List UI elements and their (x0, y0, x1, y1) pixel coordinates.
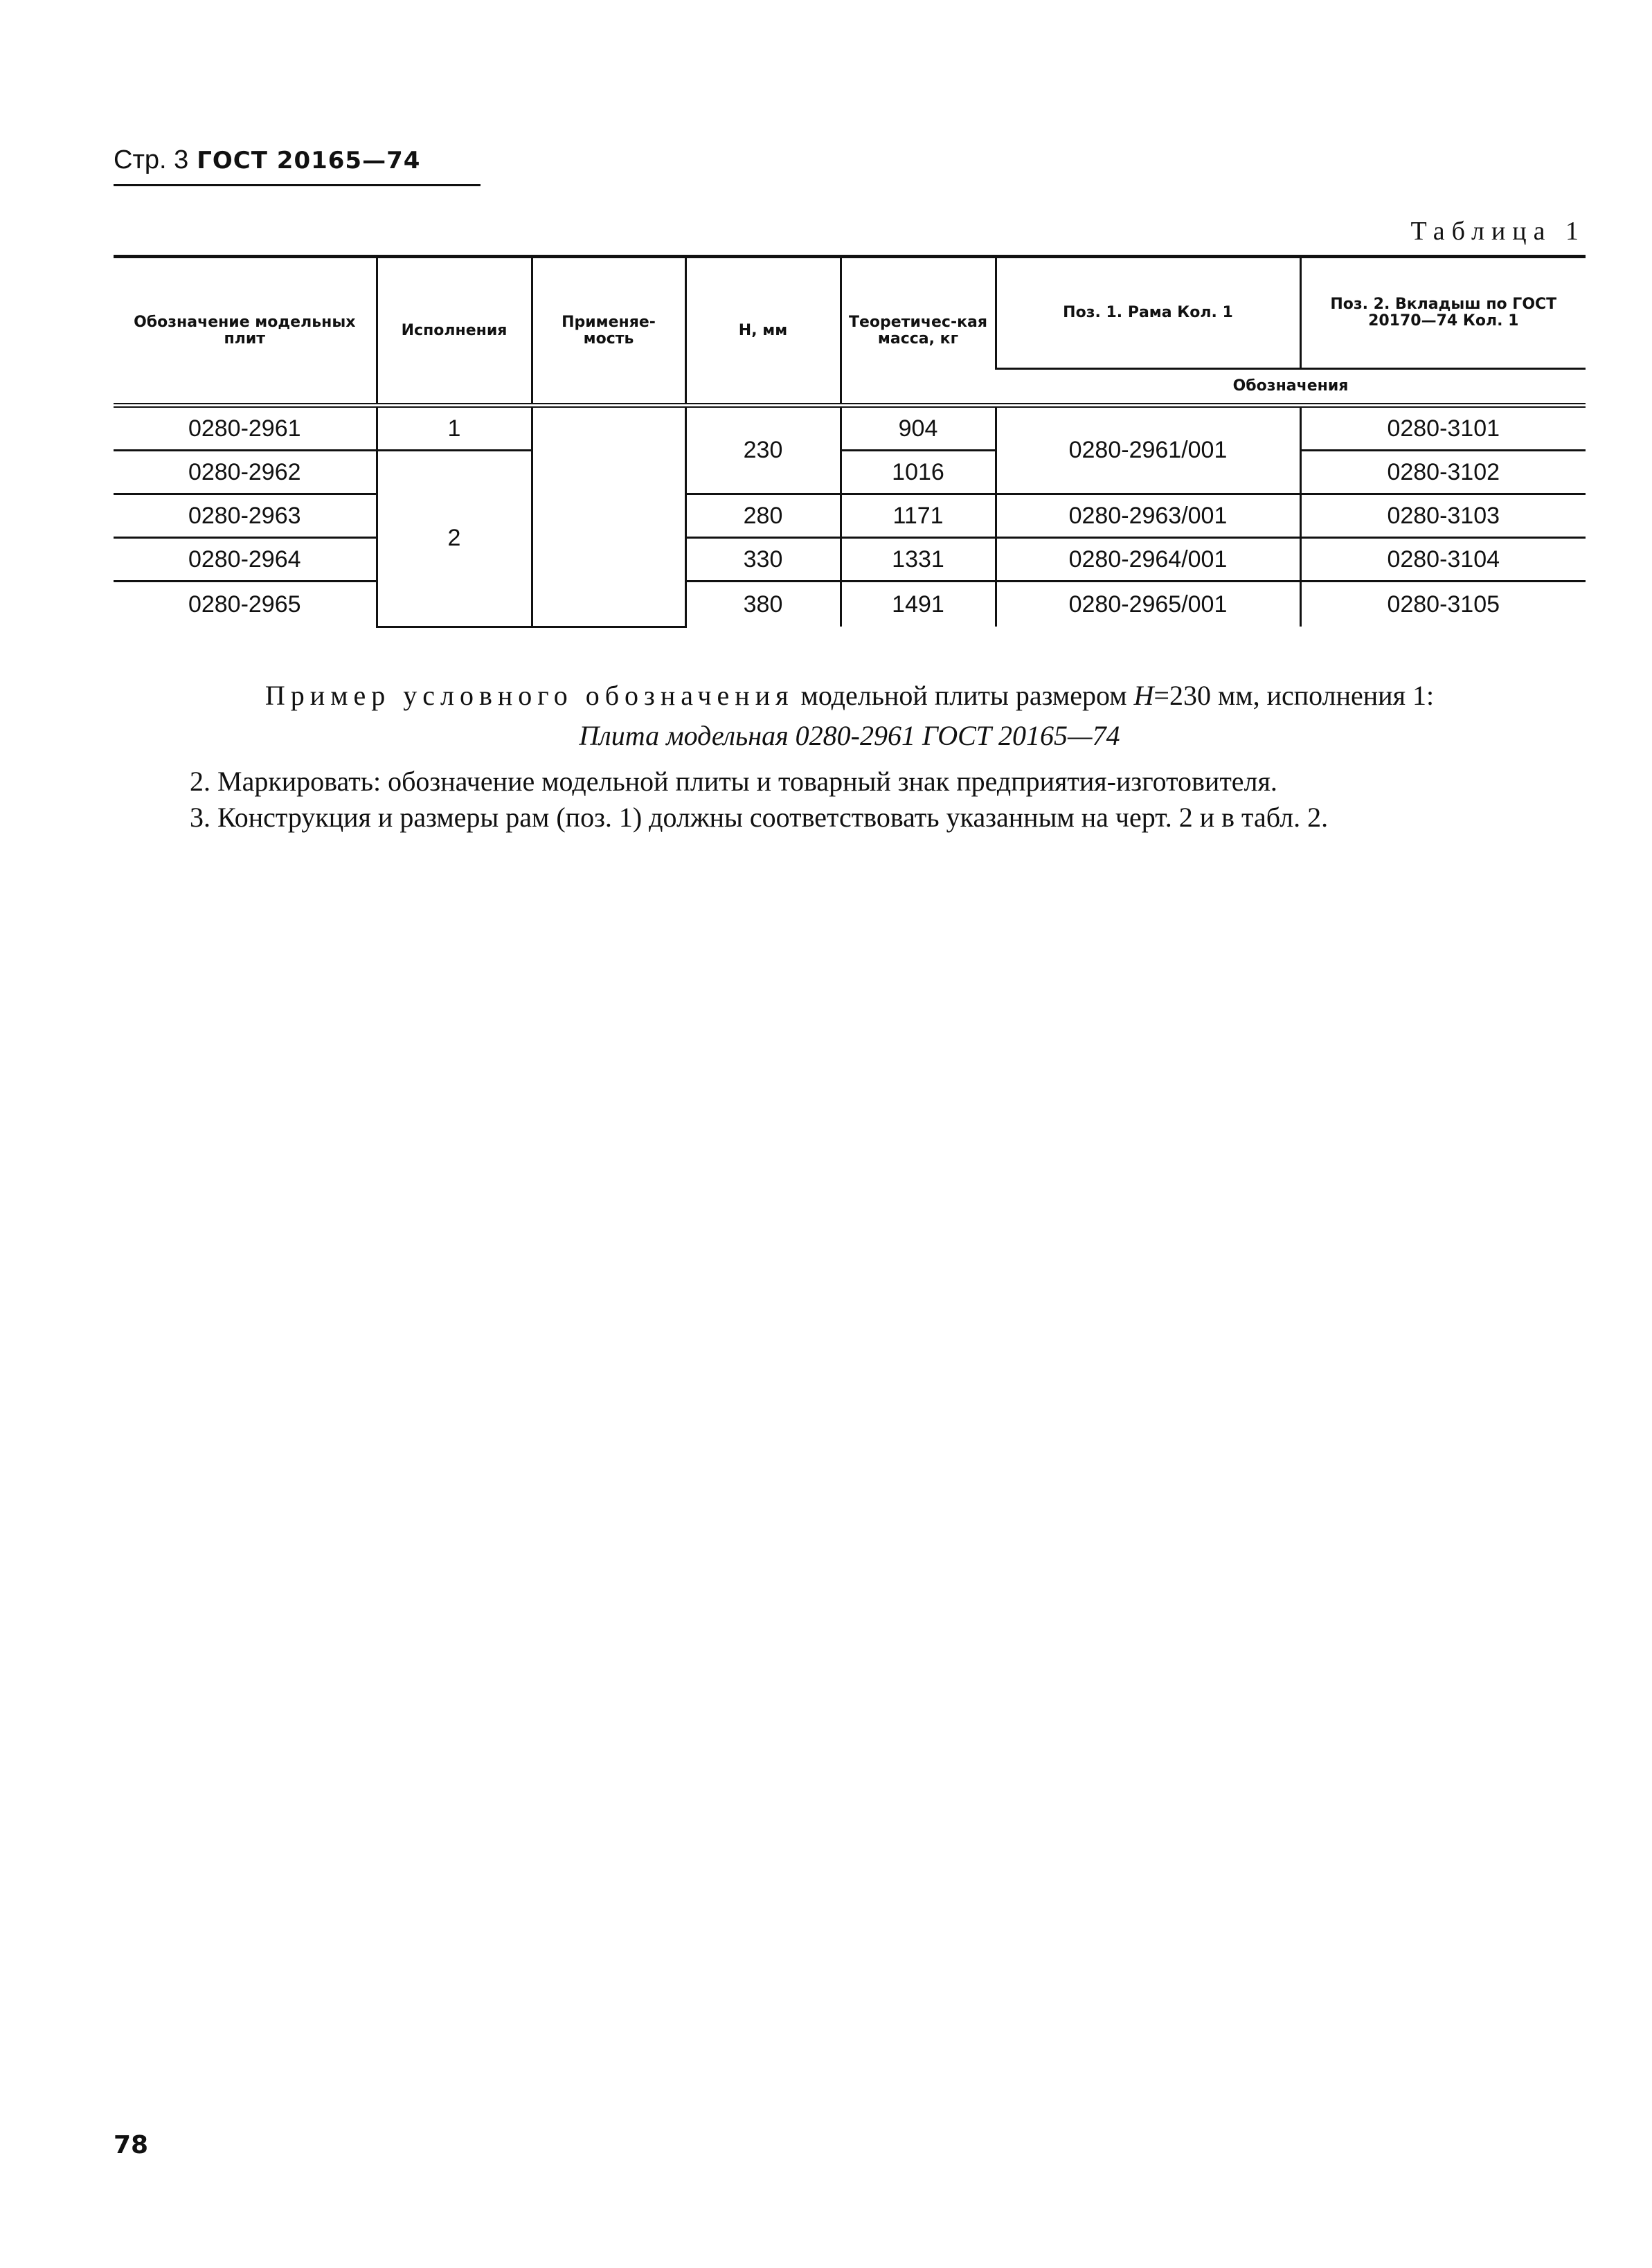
header-rule (114, 184, 481, 186)
table-caption: Таблица 1 (1410, 217, 1586, 246)
example-text-a: модельной плиты размером (800, 680, 1127, 711)
table-1 (114, 255, 1586, 628)
cell-frame: 0280-2964/001 (996, 538, 1300, 582)
cell-height: 380 (685, 582, 841, 627)
example-designation: Плита модельная 0280-2961 ГОСТ 20165—74 (579, 720, 1120, 751)
cell-height: 280 (685, 494, 841, 538)
standard-number: ГОСТ 20165—74 (197, 147, 421, 174)
table-header-row (114, 257, 1586, 369)
page-number: 78 (114, 2131, 149, 2159)
table-row (114, 494, 1586, 538)
page-label: Стр. 3 (114, 145, 189, 174)
cell-version: 1 (377, 406, 532, 451)
header-height: H, мм (685, 257, 841, 406)
table-row (114, 451, 1586, 494)
table-row (114, 406, 1586, 451)
cell-designation: 0280-2963 (114, 494, 377, 538)
cell-mass: 1016 (841, 451, 996, 494)
cell-height: 330 (685, 538, 841, 582)
example-lead: Пример условного обозначения (264, 680, 794, 711)
cell-insert: 0280-3104 (1300, 538, 1586, 582)
cell-insert: 0280-3101 (1300, 406, 1586, 451)
example-text-b: =230 мм, исполнения 1: (1153, 680, 1435, 711)
header-applicability: Применяе-мость (532, 257, 685, 406)
cell-designation: 0280-2964 (114, 538, 377, 582)
item-3-construction: 3. Конструкция и размеры рам (поз. 1) должны соответствовать указанным на черт. 2 и в табл. 2. (190, 802, 1329, 833)
cell-mass: 1331 (841, 538, 996, 582)
header-version: Исполнения (377, 257, 532, 406)
cell-insert: 0280-3103 (1300, 494, 1586, 538)
table-row (114, 582, 1586, 627)
cell-height: 230 (685, 406, 841, 494)
cell-mass: 1491 (841, 582, 996, 627)
cell-designation: 0280-2961 (114, 406, 377, 451)
page-header (114, 145, 481, 184)
cell-frame: 0280-2963/001 (996, 494, 1300, 538)
cell-mass: 904 (841, 406, 996, 451)
cell-applicability (532, 406, 685, 627)
cell-designation: 0280-2962 (114, 451, 377, 494)
header-insert: Поз. 2. Вкладыш по ГОСТ 20170—74 Кол. 1 (1300, 257, 1586, 369)
header-mass: Теоретичес-кая масса, кг (841, 257, 996, 406)
cell-version: 2 (377, 451, 532, 627)
header-designation: Обозначение модельных плит (114, 257, 377, 406)
cell-insert: 0280-3102 (1300, 451, 1586, 494)
cell-designation: 0280-2965 (188, 591, 301, 618)
cell-insert: 0280-3105 (1300, 582, 1586, 627)
cell-frame: 0280-2961/001 (996, 406, 1300, 494)
item-2-marking: 2. Маркировать: обозначение модельной плиты и товарный знак предприятия-изготовителя. (190, 766, 1277, 797)
cell-mass: 1171 (841, 494, 996, 538)
example-paragraph (114, 680, 1586, 712)
example-variable: H (1133, 680, 1154, 711)
header-designations-group: Обозначения (996, 369, 1586, 406)
table-row (114, 538, 1586, 582)
cell-frame: 0280-2965/001 (996, 582, 1300, 627)
header-frame: Поз. 1. Рама Кол. 1 (996, 257, 1300, 369)
